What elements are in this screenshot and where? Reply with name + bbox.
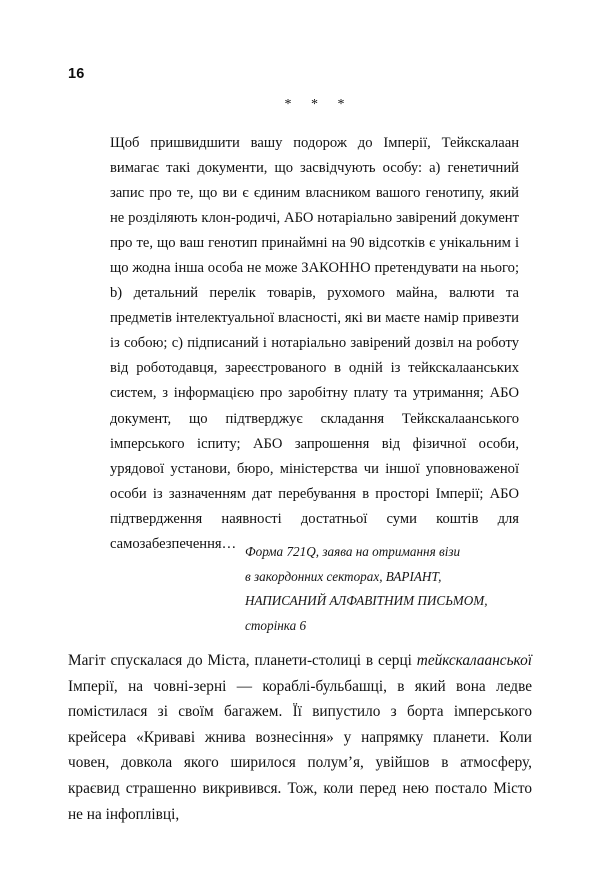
blockquote-text: Щоб пришвидшити вашу подорож до Імперії, Тейкскалаан вимагає такі документи, що засвідчують особу: a) генетичний запис про те, що ви є єдиним власником вашого генотипу, який не розділяють клон-родичі, АБО нотаріально завірений документ про те, що ваш генотип принаймні на 90 відсотків є унікальним і що жодна інша особа не може ЗАКОННО претендувати на нього; b) детальний перелік товарів, рухомого майна, валюти та предметів інтелектуальної власності, які ви маєте намір привезти із собою; c) підписаний і нотаріально завірений дозвіл на роботу від роботодавця, зареєстрованого в одній із тейкскалаанських систем, з інформацією про заробітну плату та утримання; АБО документ, що підтверджує складання Тейкскалаанського імперського іспиту; АБО запрошення від фізичної особи, урядової установи, бюро, міністерства чи іншої уповноваженої особи із зазначенням дат перебування в просторі Імперії; АБО підтвердження наявності достатньої суми коштів для самозабезпечення… <box>110 135 519 552</box>
page-number: 16 <box>68 66 85 82</box>
body-text-italic-teixcalaanli: тейкскалаанської <box>416 652 532 669</box>
body-text-part-2: Імперії, на човні-зерні — кораблі-бульбашці, в який вона ледве помістилася зі своїм багажем. Її випустило з борта імперського крейсера «Криваві жнива вознесіння» у напрямку планети. Коли човен, довкола якого ширилося полум’я, увійшов в атмосферу, краєвид страшенно викривився. Тож, коли перед нею постало Місто не на інфоплівці, <box>68 677 532 823</box>
body-paragraph <box>68 648 532 827</box>
body-text-part-1: Магіт спускалася до Міста, планети-столиці в серці <box>68 652 417 669</box>
body-paragraph-text <box>68 648 532 827</box>
section-separator-asterism: * * * <box>284 97 353 112</box>
attribution-line-3: НАПИСАНИЙ АЛФАВІТНИМ ПИСЬМОМ, <box>245 593 488 609</box>
attribution-line-2: в закордонних секторах, ВАРІАНТ, <box>245 568 442 584</box>
attribution-line-1: Форма 721Q, заява на отримання візи <box>245 544 461 559</box>
blockquote-visa-form <box>110 131 519 557</box>
attribution-line-4: сторінка 6 <box>245 617 307 633</box>
quote-attribution <box>245 540 525 638</box>
